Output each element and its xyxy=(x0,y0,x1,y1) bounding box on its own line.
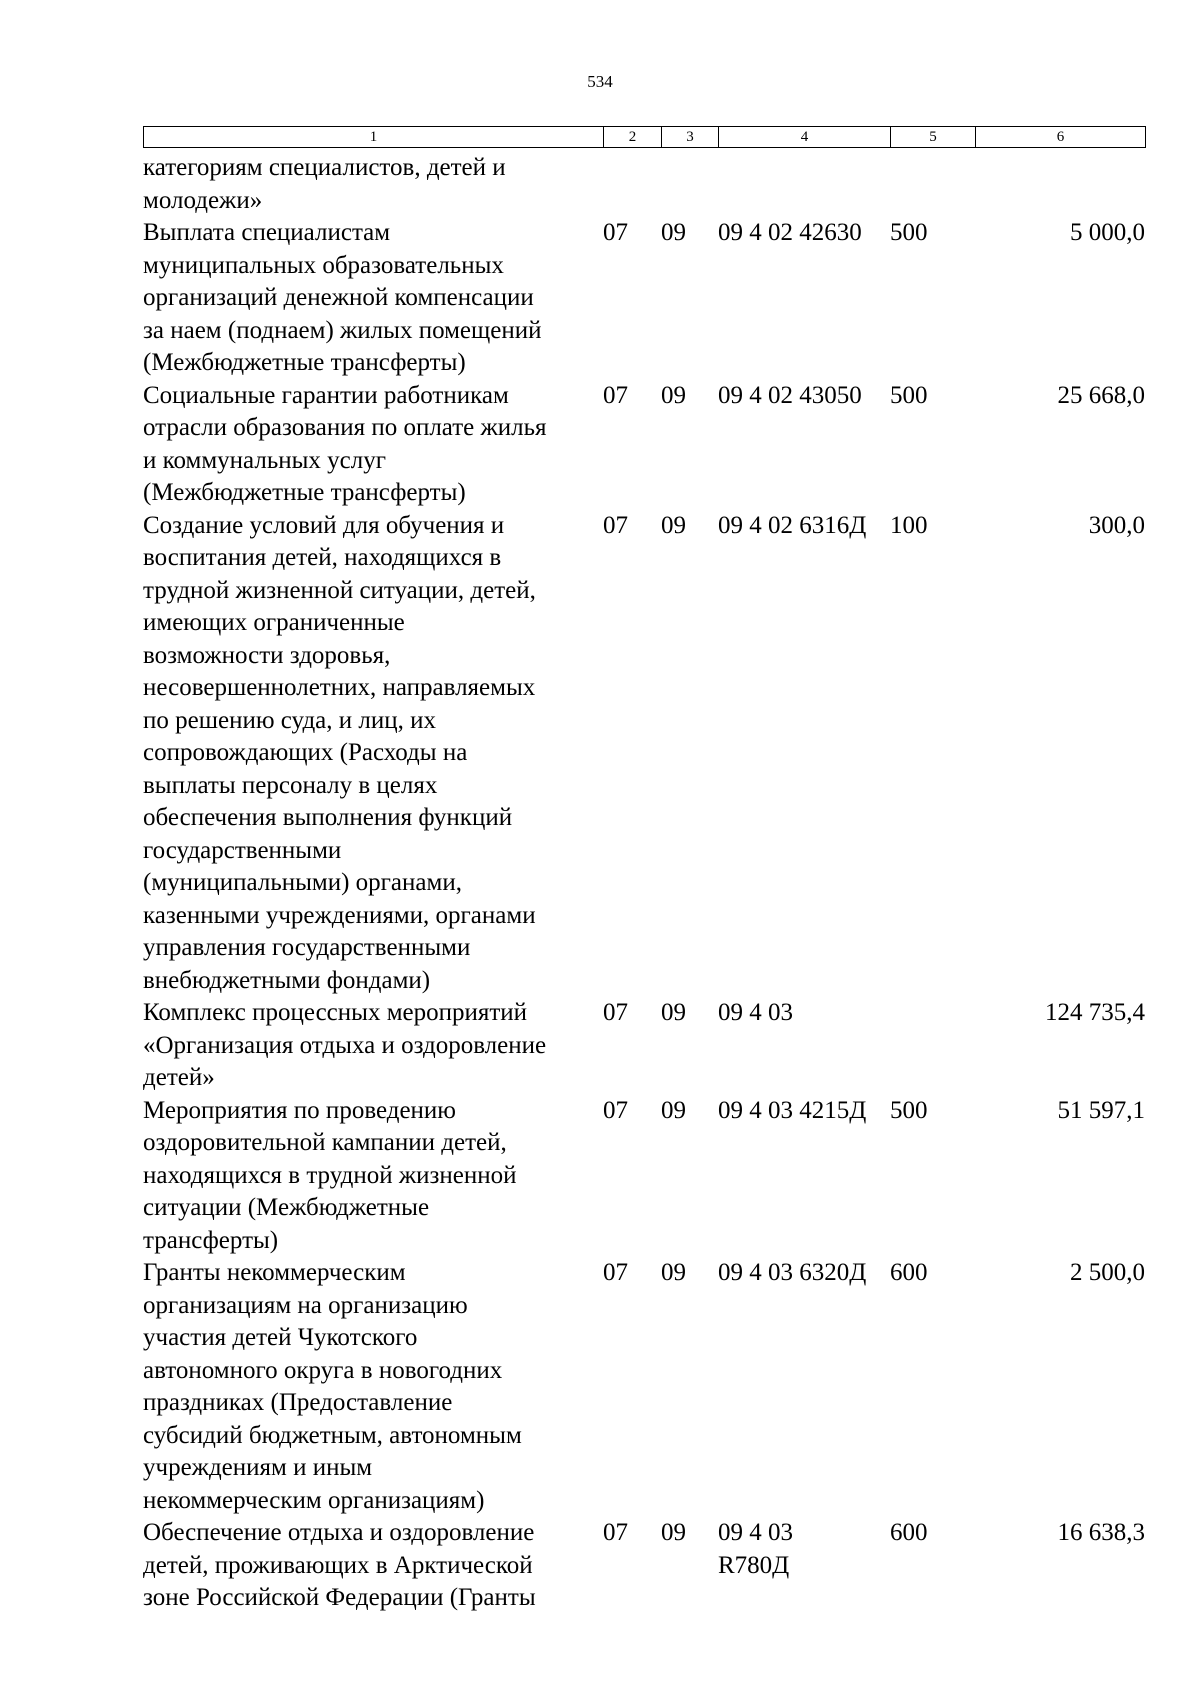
row-subsection: 09 xyxy=(661,219,686,246)
budget-table-body xyxy=(143,152,1145,1615)
row-description: Создание условий для обучения и воспитания детей, находящихся в трудной жизненной ситуации, детей, имеющих ограниченные возможности здоровья, несовершеннолетних, направляемых по решению суда, и лиц, их сопровождающих (Расходы на выплаты персоналу в целях обеспечения выполнения функций государственными (муниципальными) органами, казенными учреждениями, органами управления государственными внебюджетными фондами) xyxy=(143,511,536,994)
row-expense-type: 600 xyxy=(890,1519,928,1546)
row-amount: 124 735,4 xyxy=(1045,999,1145,1026)
row-section: 07 xyxy=(603,381,628,409)
column-header xyxy=(143,126,1146,148)
column-number-4: 4 xyxy=(719,127,891,148)
row-description: Социальные гарантии работникам отрасли образования по оплате жилья и коммунальных услуг (Межбюджетные трансферты) xyxy=(143,381,547,506)
row-subsection: 09 xyxy=(661,1519,686,1546)
row-subsection: 09 xyxy=(661,381,686,409)
row-expense-type xyxy=(890,997,975,1095)
column-number-2: 2 xyxy=(604,127,662,148)
column-number-5: 5 xyxy=(891,127,976,148)
column-number-3: 3 xyxy=(662,127,719,148)
row-target-article xyxy=(718,152,890,217)
table-row xyxy=(143,997,1145,1095)
row-description: Гранты некоммерческим организациям на организацию участия детей Чукотского автономного округа в новогодних праздниках (Предоставление субсидий бюджетным, автономным учреждениям и иным некоммерческим организациям) xyxy=(143,1259,522,1514)
row-section: 07 xyxy=(603,1519,628,1546)
row-subsection: 09 xyxy=(661,999,686,1026)
row-target-article: 09 4 03 R780Д xyxy=(718,1519,793,1579)
row-expense-type: 500 xyxy=(890,381,928,409)
row-section: 07 xyxy=(603,1096,628,1124)
row-amount xyxy=(975,152,1145,217)
row-target-article: 09 4 02 6316Д xyxy=(718,511,867,539)
row-description: Комплекс процессных мероприятий «Организация отдыха и оздоровление детей» xyxy=(143,999,547,1091)
row-amount: 300,0 xyxy=(1088,511,1145,539)
row-section: 07 xyxy=(603,219,628,246)
column-number-1: 1 xyxy=(144,127,604,148)
table-row xyxy=(143,380,1145,510)
row-target-article: 09 4 03 6320Д xyxy=(718,1259,867,1286)
row-amount: 2 500,0 xyxy=(1070,1259,1145,1286)
row-amount: 25 668,0 xyxy=(1057,381,1145,409)
row-target-article: 09 4 03 4215Д xyxy=(718,1096,867,1124)
row-section: 07 xyxy=(603,1259,628,1286)
row-expense-type: 600 xyxy=(890,1259,928,1286)
table-row xyxy=(143,1517,1145,1615)
page-number: 534 xyxy=(587,72,613,91)
row-description: Обеспечение отдыха и оздоровление детей, проживающих в Арктической зоне Российской Федерации (Гранты xyxy=(143,1519,536,1611)
row-section xyxy=(603,152,661,217)
row-description: Выплата специалистам муниципальных образовательных организаций денежной компенсации за наем (поднаем) жилых помещений (Межбюджетные трансферты) xyxy=(143,219,542,376)
row-target-article: 09 4 02 42630 xyxy=(718,219,862,246)
row-section: 07 xyxy=(603,511,628,539)
row-expense-type: 100 xyxy=(890,511,928,539)
row-subsection xyxy=(661,152,718,217)
row-subsection: 09 xyxy=(661,511,686,539)
row-target-article: 09 4 03 xyxy=(718,999,793,1026)
column-number-6: 6 xyxy=(976,127,1146,148)
row-amount: 16 638,3 xyxy=(1057,1519,1145,1546)
row-expense-type: 500 xyxy=(890,219,928,246)
table-row xyxy=(143,1257,1145,1517)
row-expense-type: 500 xyxy=(890,1096,928,1124)
table-row xyxy=(143,217,1145,380)
row-section: 07 xyxy=(603,999,628,1026)
row-expense-type xyxy=(890,152,975,217)
row-subsection: 09 xyxy=(661,1096,686,1124)
table-row xyxy=(143,510,1145,998)
row-description: Мероприятия по проведению оздоровительной кампании детей, находящихся в трудной жизненной ситуации (Межбюджетные трансферты) xyxy=(143,1096,517,1254)
table-row xyxy=(143,1095,1145,1258)
row-amount: 5 000,0 xyxy=(1070,219,1145,246)
row-target-article: 09 4 02 43050 xyxy=(718,381,862,409)
row-description: категориям специалистов, детей и молодежи» xyxy=(143,154,506,214)
row-subsection: 09 xyxy=(661,1259,686,1286)
row-amount: 51 597,1 xyxy=(1057,1096,1145,1124)
table-row xyxy=(143,152,1145,217)
